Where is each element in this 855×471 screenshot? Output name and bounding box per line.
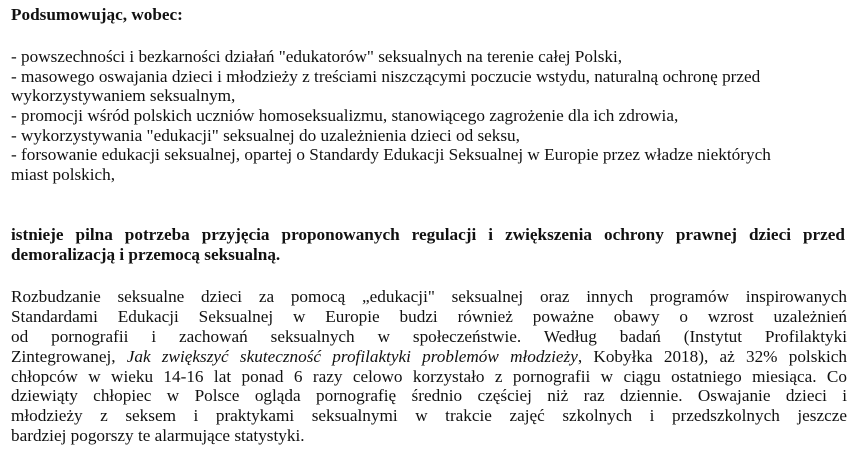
paragraph-line: młodzieży z seksem i praktykami seksualnymi w trakcie zajęć szkolnych i przedszkolnych jeszcze [11, 406, 847, 425]
paragraph-line: bardziej pogorszy te alarmujące statystyki. [11, 426, 305, 445]
paragraph-line: Rozbudzanie seksualne dzieci za pomocą „edukacji" seksualnej oraz innych programów inspirowanych [11, 287, 847, 306]
bullet-item: - wykorzystywania "edukacji" seksualnej do uzależnienia dzieci od seksu, [11, 126, 520, 145]
bullet-item-continuation: wykorzystywaniem seksualnym, [11, 86, 236, 105]
bullet-item: - forsowanie edukacji seksualnej, opartej o Standardy Edukacji Seksualnej w Europie przez władze niektórych [11, 145, 771, 164]
bullet-item: - masowego oswajania dzieci i młodzieży z treściami niszczącymi poczucie wstydu, naturalną ochronę przed [11, 67, 761, 86]
citation-prefix: Zintegrowanej, [11, 347, 127, 366]
paragraph-line: chłopców w wieku 14-16 lat ponad 6 razy celowo korzystało z pornografii w ciągu ostatniego miesiąca. Co [11, 367, 847, 386]
conclusion-line: istnieje pilna potrzeba przyjęcia proponowanych regulacji i zwiększenia ochrony prawnej dzieci przed [11, 225, 845, 244]
section-heading: Podsumowując, wobec: [11, 5, 183, 24]
bullet-item: - promocji wśród polskich uczniów homoseksualizmu, stanowiącego zagrożenie dla ich zdrowia, [11, 106, 679, 125]
bullet-item-continuation: miast polskich, [11, 165, 116, 184]
paragraph-line: od pornografii i zachowań seksualnych w społeczeństwie. Według badań (Instytut Profilaktyki [11, 327, 847, 346]
bullet-item: - powszechności i bezkarności działań "edukatorów" seksualnych na terenie całej Polski, [11, 47, 623, 66]
paragraph-line-citation [11, 347, 847, 367]
cited-title: Jak zwiększyć skuteczność profilaktyki problemów młodzieży [126, 347, 578, 366]
conclusion-line: demoralizacją i przemocą seksualną. [11, 245, 281, 264]
paragraph-line: Standardami Edukacji Seksualnej w Europie budzi również poważne obawy o wzrost uzależnień [11, 307, 847, 326]
citation-suffix: , Kobyłka 2018), aż 32% polskich [577, 347, 847, 366]
paragraph-line: dziewiąty chłopiec w Polsce ogląda pornografię średnio częściej niż raz dziennie. Oswajanie dzieci i [11, 386, 847, 405]
